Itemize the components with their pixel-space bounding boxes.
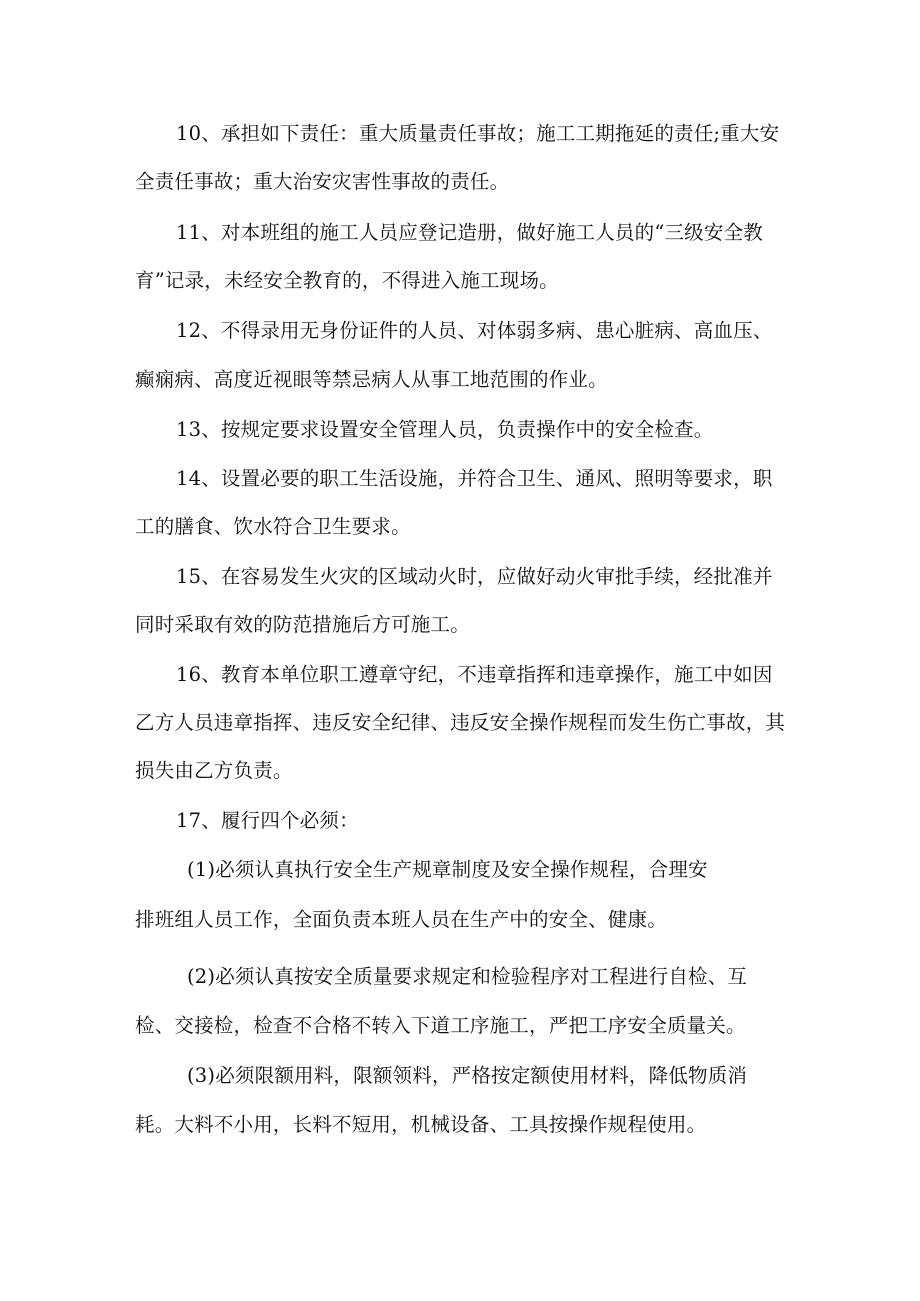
item-12-line-1: 12、不得录用无身份证件的人员、对体弱多病、患心脏病、高血压、 <box>176 319 773 342</box>
subitem-2-line-1: (2)必须认真按安全质量要求规定和检验程序对工程进行自检、互 <box>187 965 748 988</box>
item-16-line-3: 损失由乙方负责。 <box>135 759 293 782</box>
item-10-line-2: 全责任事故；重大治安灾害性事故的责任。 <box>135 170 510 193</box>
item-12-line-2: 癫痫病、高度近视眼等禁忌病人从事工地范围的作业。 <box>135 368 608 391</box>
item-17-line-1: 17、履行四个必须： <box>176 809 359 832</box>
item-15-line-1: 15、在容易发生火灾的区域动火时，应做好动火审批手续，经批准并 <box>176 565 773 588</box>
subitem-2-line-2: 检、交接检，检查不合格不转入下道工序施工，严把工序安全质量关。 <box>135 1014 746 1037</box>
item-13-line-1: 13、按规定要求设置安全管理人员，负责操作中的安全检查。 <box>176 418 714 441</box>
item-16-line-1: 16、教育本单位职工遵章守纪，不违章指挥和违章操作，施工中如因 <box>176 663 773 686</box>
item-14-line-1: 14、设置必要的职工生活设施，并符合卫生、通风、照明等要求，职 <box>176 467 773 490</box>
subitem-3-line-2: 耗。大料不小用，长料不短用，机械设备、工具按操作规程使用。 <box>135 1113 707 1136</box>
item-11-line-1: 11、对本班组的施工人员应登记造册，做好施工人员的“三级安全教 <box>176 221 763 244</box>
item-11-line-2: 育”记录，未经安全教育的，不得进入施工现场。 <box>135 269 559 292</box>
subitem-1-line-1: (1)必须认真执行安全生产规章制度及安全操作规程，合理安 <box>187 858 708 881</box>
item-10-line-1: 10、承担如下责任：重大质量责任事故；施工工期拖延的责任;重大安 <box>176 122 780 145</box>
subitem-3-line-1: (3)必须限额用料，限额领料，严格按定额使用材料，降低物质消 <box>187 1064 748 1087</box>
subitem-1-line-2: 排班组人员工作，全面负责本班人员在生产中的安全、健康。 <box>135 908 667 931</box>
item-16-line-2: 乙方人员违章指挥、违反安全纪律、违反安全操作规程而发生伤亡事故，其 <box>135 711 786 734</box>
item-14-line-2: 工的膳食、饮水符合卫生要求。 <box>135 515 411 538</box>
item-15-line-2: 同时采取有效的防范措施后方可施工。 <box>135 613 470 636</box>
